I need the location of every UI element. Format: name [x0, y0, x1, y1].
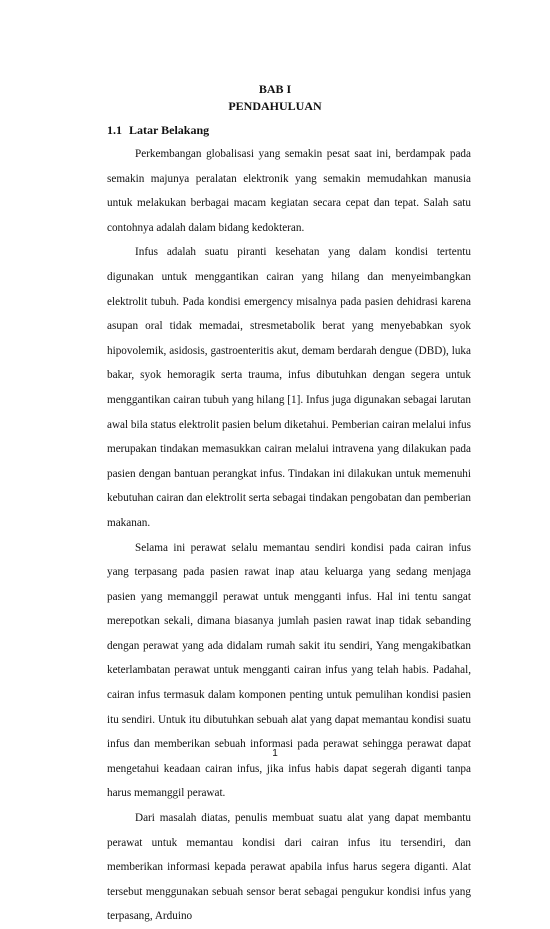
page-number: 1 [272, 748, 278, 759]
section-title: Latar Belakang [129, 123, 210, 137]
section-number: 1.1 [107, 123, 122, 137]
chapter-title: PENDAHULUAN [228, 99, 322, 113]
chapter-label: BAB I [258, 82, 292, 96]
paragraph: Dari masalah diatas, penulis membuat suatu alat yang dapat membantu perawat untuk memantau kondisi dari cairan infus itu tersendiri, dan memberikan informasi kepada perawat apabila infus harus segera diganti. Alat tersebut menggunakan sebuah sensor berat sebagai pengukur kondisi infus yang terpasang, Arduino [107, 812, 471, 923]
paragraph: Infus adalah suatu piranti kesehatan yang dalam kondisi tertentu digunakan untuk menggantikan cairan yang hilang dan menyeimbangkan elektrolit tubuh. Pada kondisi emergency misalnya pada pasien dehidrasi karena asupan oral tidak memadai, stresmetabolik berat yang menyebabkan syok hipovolemik, asidosis, gastroenteritis akut, demam berdarah dengue (DBD), luka bakar, syok hemoragik serta trauma, infus dibutuhkan dengan segera untuk menggantikan cairan tubuh yang hilang [1]. Infus juga digunakan sebagai larutan awal bila status elektrolit pasien belum diketahui. Pemberian cairan melalui infus merupakan tindakan memasukkan cairan melalui intravena yang dilakukan pada pasien dengan bantuan perangkat infus. Tindakan ini dilakukan untuk memenuhi kebutuhan cairan dan elektrolit serta sebagai tindakan pengobatan dan pemberian makanan. [107, 246, 471, 529]
paragraph: Selama ini perawat selalu memantau sendiri kondisi pada cairan infus yang terpasang pada pasien rawat inap atau keluarga yang sedang menjaga pasien yang memanggil perawat untuk mengganti infus. Hal ini tentu sangat merepotkan sekali, dimana biasanya jumlah pasien rawat inap tidak sebanding dengan perawat yang ada didalam rumah sakit itu sendiri, Yang mengakibatkan keterlambatan perawat untuk mengganti cairan infus yang telah habis. Padahal, cairan infus termasuk dalam komponen penting untuk pemulihan kondisi pasien itu sendiri. Untuk itu dibutuhkan sebuah alat yang dapat memantau kondisi suatu infus dan memberikan sebuah informasi pada perawat sehingga perawat dapat mengetahui keadaan cairan infus, jika infus habis dapat segerah diganti tanpa harus memanggil perawat. [107, 541, 471, 800]
body-text [107, 142, 471, 929]
section-heading [107, 123, 209, 138]
paragraph: Perkembangan globalisasi yang semakin pesat saat ini, berdampak pada semakin majunya peralatan elektronik yang semakin memudahkan manusia untuk melakukan berbagai macam kegiatan secara cepat dan tepat. Salah satu contohnya adalah dalam bidang kedokteran. [107, 148, 471, 234]
